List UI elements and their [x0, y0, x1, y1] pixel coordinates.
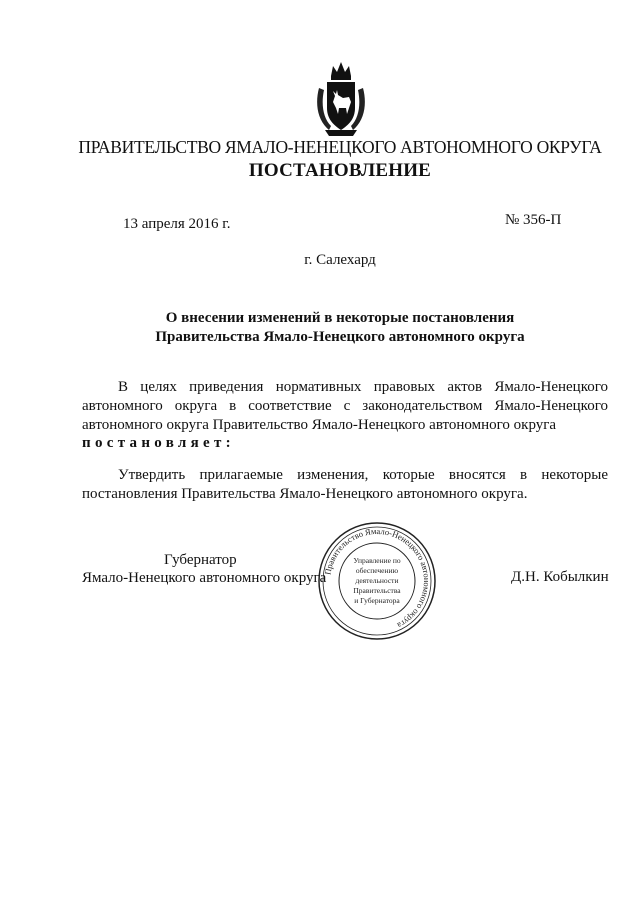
signatory-name: Д.Н. Кобылкин — [511, 569, 609, 585]
body-paragraph-2: Утвердить прилагаемые изменения, которые вносятся в некоторые постановления Правительства Ямало-Ненецкого автономного округа. — [82, 467, 608, 502]
subject-line-1: О внесении изменений в некоторые постановления — [165, 310, 515, 326]
seal-line-3: деятельности — [355, 576, 399, 585]
document-type: ПОСТАНОВЛЕНИЕ — [248, 160, 432, 181]
coat-of-arms-icon — [311, 58, 371, 138]
signatory-organization: Ямало-Ненецкого автономного округа — [82, 570, 327, 586]
seal-line-4: Правительства — [353, 586, 401, 595]
government-title: ПРАВИТЕЛЬСТВО ЯМАЛО-НЕНЕЦКОГО АВТОНОМНОГО ОКРУГА — [78, 137, 602, 157]
subject-line-2: Правительства Ямало-Ненецкого автономного округа — [155, 329, 525, 345]
body-paragraph-1: В целях приведения нормативных правовых актов Ямало-Ненецкого автономного округа в соответствие с законодательством Ямало-Ненецкого автономного округа Правительство Ямало-Ненецкого автономного округа — [82, 379, 608, 433]
document-subject — [100, 309, 580, 347]
signatory-position: Губернатор — [164, 552, 237, 568]
document-date: 13 апреля 2016 г. — [123, 216, 231, 232]
document-city: г. Салехард — [304, 252, 376, 268]
seal-line-2: обеспечению — [355, 566, 399, 575]
resolves-word: постановляет: — [82, 435, 235, 451]
seal-line-1: Управление по — [353, 556, 401, 565]
official-seal — [316, 520, 438, 642]
seal-line-5: и Губернатора — [354, 596, 400, 605]
seal-ring-text: Правительство Ямало-Ненецкого автономного округа — [322, 525, 433, 631]
document-number: № 356-П — [505, 212, 562, 228]
